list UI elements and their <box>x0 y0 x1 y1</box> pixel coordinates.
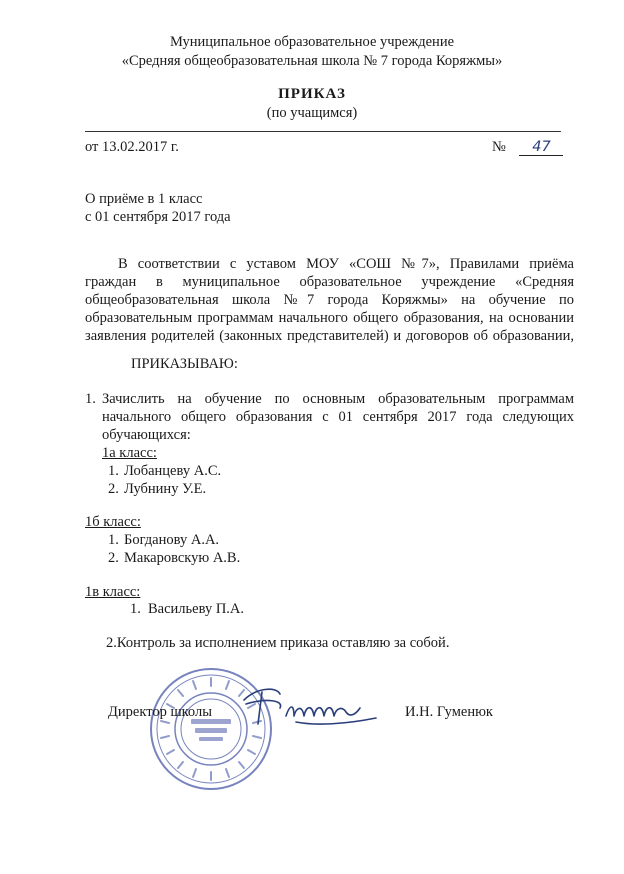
preamble-line5: заявления родителей (законных представителей) и договоров об образовании, <box>85 328 574 344</box>
signature-name: И.Н. Гуменюк <box>405 704 493 720</box>
class-b-student-number: 2. <box>108 550 119 566</box>
item1-line2: начального общего образования с 01 сентября 2017 года следующих <box>102 409 574 425</box>
item1-number: 1. <box>85 391 96 407</box>
item1-line3: обучающихся: <box>102 427 191 443</box>
preamble-line2: граждан в муниципальное образовательное учреждение «Средняя <box>85 274 574 290</box>
signature-role: Директор школы <box>108 704 212 720</box>
class-a-student-name: Лубнину У.Е. <box>124 481 207 497</box>
document-title: ПРИКАЗ <box>278 86 346 102</box>
class-v-student-number: 1. <box>130 601 141 617</box>
class-a-student-number: 1. <box>108 463 119 479</box>
class-a-student-number: 2. <box>108 481 119 497</box>
org-name-line1: Муниципальное образовательное учреждение <box>169 34 455 50</box>
subject-line1: О приёме в 1 класс <box>85 191 203 207</box>
subject-line2: с 01 сентября 2017 года <box>85 209 231 225</box>
class-a-student-name: Лобанцеву А.С. <box>124 463 222 479</box>
class-v-label: 1в класс: <box>85 584 141 600</box>
preamble-line4: образовательным программам начального общего образования, на основании <box>85 310 574 326</box>
class-b-label: 1б класс: <box>85 514 141 530</box>
item2-text: 2.Контроль за исполнением приказа оставляю за собой. <box>106 635 450 651</box>
order-word: ПРИКАЗЫВАЮ: <box>131 356 238 372</box>
class-b-student-name: Макаровскую А.В. <box>124 550 241 566</box>
header-rule <box>85 131 561 132</box>
class-v-student-name: Васильеву П.А. <box>148 601 245 617</box>
order-number <box>492 139 563 156</box>
number-label: № <box>492 139 506 155</box>
document-subtitle: (по учащимся) <box>266 105 358 121</box>
signature-icon <box>236 678 386 738</box>
preamble-line1: В соответствии с уставом МОУ «СОШ №7», Правилами приёма <box>118 256 574 272</box>
class-b-student-number: 1. <box>108 532 119 548</box>
number-value: 47 <box>519 139 563 156</box>
org-name-line2: «Средняя общеобразовательная школа № 7 города Коряжмы» <box>121 53 503 69</box>
class-a-label: 1а класс: <box>102 445 157 461</box>
order-date: от 13.02.2017 г. <box>85 139 179 155</box>
class-b-student-name: Богданову А.А. <box>124 532 220 548</box>
preamble-line3: общеобразовательная школа №7 города Коряжмы» на обучение по <box>85 292 574 308</box>
item1-line1: Зачислить на обучение по основным образовательным программам <box>102 391 574 407</box>
